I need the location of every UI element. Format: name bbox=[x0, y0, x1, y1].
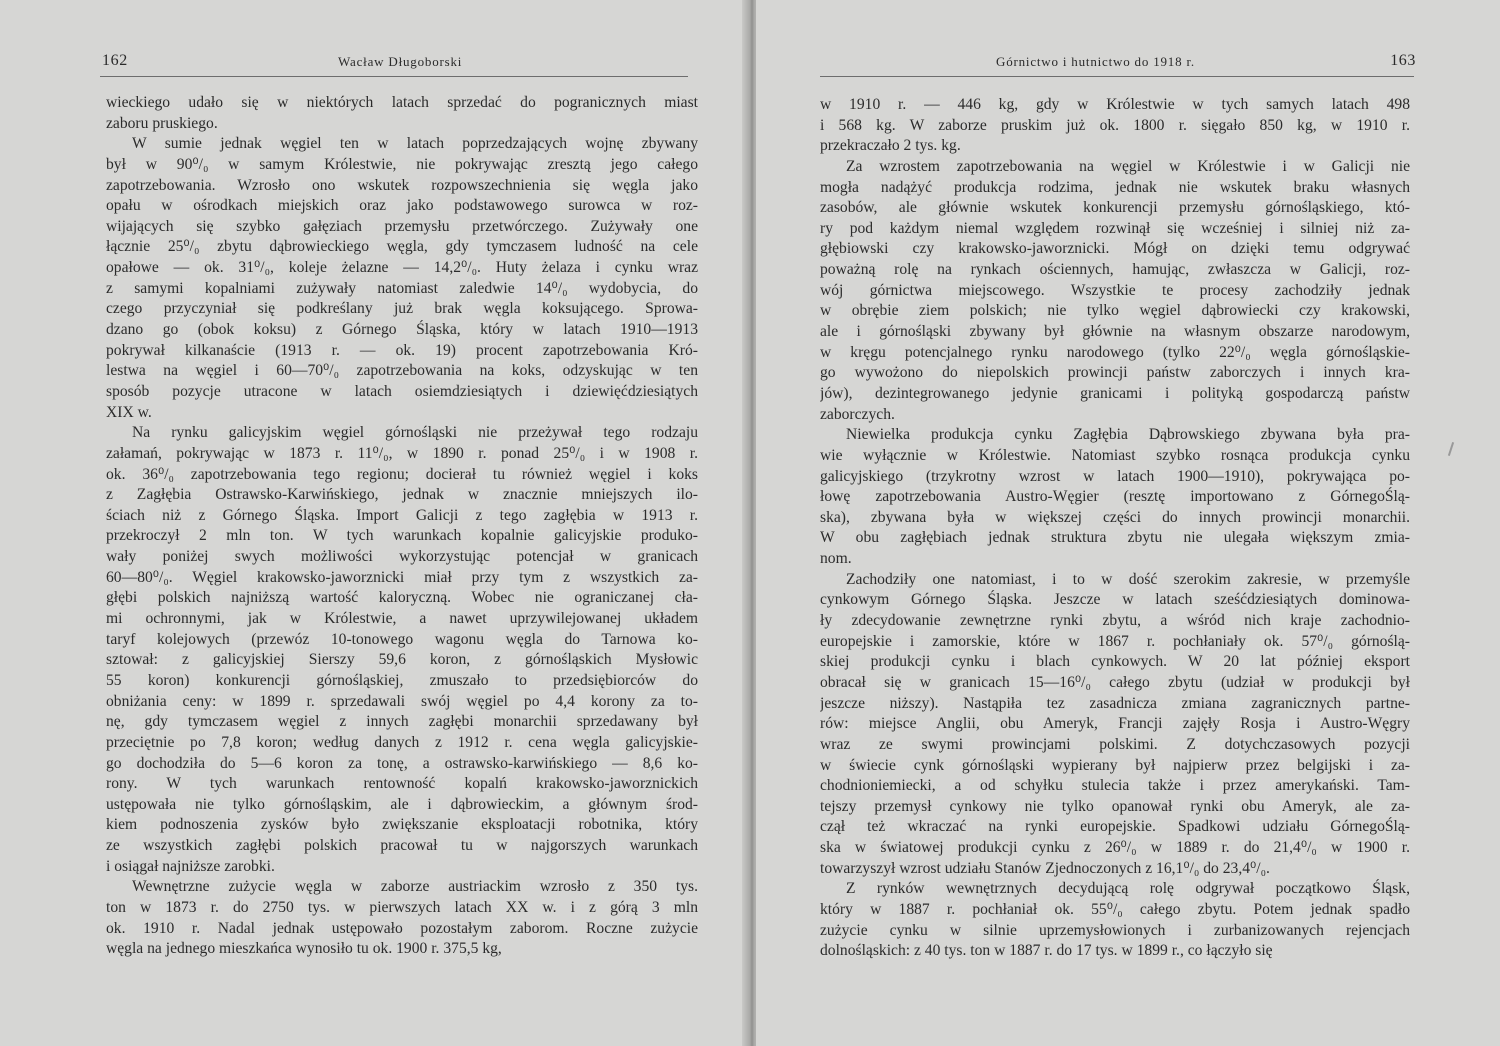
text-line: ły zdecydowanie zewnętrzne rynki zbytu, a wśród nich kraje zachodnio- bbox=[820, 612, 1410, 630]
text-line: 60—80⁰/₀. Węgiel krakowsko-jaworznicki miał przy tym z wszystkich za- bbox=[106, 568, 698, 586]
text-line: tejszy przemysł cynkowy nie tylko opanował rynki obu Ameryk, ale za- bbox=[820, 797, 1410, 815]
text-line: który w 1887 r. pochłaniał ok. 55⁰/₀ całego zbytu. Potem jednak spadło bbox=[820, 900, 1410, 918]
text-line: Zachodziły one natomiast, i to w dość szerokim zakresie, w przemyśle bbox=[846, 570, 1410, 588]
text-line: galicyjskiego (trzykrotny wzrost w latach 1900—1910), pokrywająca po- bbox=[820, 467, 1410, 485]
text-line: taryf kolejowych (przewóz 10-tonowego wagonu węgla do Tarnowa ko- bbox=[106, 630, 698, 648]
text-line: europejskie i zamorskie, które w 1867 r. pochłaniały ok. 57⁰/₀ górnoślą- bbox=[820, 632, 1410, 650]
text-line: Na rynku galicyjskim węgiel górnośląski nie przeżywał tego rodzaju bbox=[132, 424, 698, 442]
text-line: wie wyłącznie w Królestwie. Natomiast szybko rosnąca produkcja cynku bbox=[820, 446, 1410, 464]
right-header-rule bbox=[820, 76, 1414, 77]
text-line: jeszcze niższy). Nastąpiła tez zasadnicza zmiana zagranicznych partne- bbox=[820, 694, 1410, 712]
text-line: wijających się szybko gałęziach przemysłu przetwórczego. Zużywały one bbox=[106, 217, 698, 235]
text-line: w 1910 r. — 446 kg, gdy w Królestwie w tych samych latach 498 bbox=[820, 96, 1410, 113]
text-line: w kręgu potencjalnego rynku narodowego (tylko 22⁰/₀ węgla górnośląskie- bbox=[820, 343, 1410, 361]
text-line: Z rynków wewnętrznych decydującą rolę odgrywał początkowo Śląsk, bbox=[846, 880, 1410, 898]
text-line: ściach niż z Górnego Śląska. Import Galicji z tego zagłębia w 1913 r. bbox=[106, 506, 698, 524]
margin-pencil-mark bbox=[1448, 442, 1454, 456]
text-line: i 568 kg. W zaborze pruskim już ok. 1800 r. sięgało 850 kg, w 1910 r. bbox=[820, 116, 1410, 134]
text-line: nom. bbox=[820, 550, 852, 568]
text-line: łowę zapotrzebowania Austro-Węgier (resztę importowano z GórnegoŚlą- bbox=[820, 488, 1410, 506]
left-page-text bbox=[106, 93, 698, 960]
left-page bbox=[0, 0, 748, 1046]
text-line: opału w ośrodkach miejskich oraz jako podstawowego surowca w roz- bbox=[106, 197, 698, 215]
text-line: go dochodziła do 5—6 koron za tonę, a ostrawsko-karwińskiego — 8,6 ko- bbox=[106, 754, 698, 772]
left-header-rule bbox=[100, 76, 688, 77]
text-line: go wywożono do niepolskich prowincji państw zaborczych i innych kra- bbox=[820, 364, 1410, 382]
text-line: zasobów, ale głównie wskutek konkurencji przemysłu górnośląskiego, któ- bbox=[820, 199, 1410, 217]
text-line: obniżania ceny: w 1899 r. sprzedawali swój węgiel po 4,4 korony za to- bbox=[106, 692, 698, 710]
text-line: ze wszystkich zagłębi polskich pracował tu w najgorszych warunkach bbox=[106, 837, 698, 855]
text-line: z samymi kopalniami zużywały natomiast zaledwie 14⁰/₀ wydobycia, do bbox=[106, 279, 698, 297]
text-line: lestwa na węgiel i 60—70⁰/₀ zapotrzebowania na koks, odzyskując w ten bbox=[106, 362, 698, 380]
text-line: rów: miejsce Anglii, obu Ameryk, Francji zajęły Rosja i Austro-Węgry bbox=[820, 715, 1410, 733]
text-line: Za wzrostem zapotrzebowania na węgiel w Królestwie i w Galicji nie bbox=[846, 157, 1410, 175]
text-line: rony. W tych warunkach rentowność kopalń krakowsko-jaworznickich bbox=[106, 775, 698, 793]
text-line: wraz ze swymi prowincjami polskimi. Z dotychczasowych pozycji bbox=[820, 735, 1410, 753]
text-line: zapotrzebowania. Wzrosło ono wskutek rozpowszechnienia się węgla jako bbox=[106, 176, 698, 194]
text-line: dzano go (obok koksu) z Górnego Śląska, który w latach 1910—1913 bbox=[106, 321, 698, 339]
text-line: Niewielka produkcja cynku Zagłębia Dąbrowskiego zbywana była pra- bbox=[846, 426, 1410, 444]
text-line: kiem podnoszenia zysków było zwiększanie eksploatacji robotnika, który bbox=[106, 816, 698, 834]
text-line: ry pod każdym niemal względem rozwinął się wcześniej i silniej niż za- bbox=[820, 219, 1410, 237]
right-page-header bbox=[796, 52, 1416, 74]
text-line: czego przyczyniał się podkreślany już brak węgla koksującego. Sprowa- bbox=[106, 300, 698, 318]
text-line: XIX w. bbox=[106, 403, 152, 421]
text-line: Wewnętrzne zużycie węgla w zaborze austriackim wzrosło z 350 tys. bbox=[132, 878, 698, 896]
text-line: czął też wkraczać na rynki europejskie. Spadkowi udziału GórnegoŚlą- bbox=[820, 818, 1410, 836]
text-line: poważną rolę na rynkach ościennych, hamując, zwłaszcza w Galicji, roz- bbox=[820, 261, 1410, 279]
right-page-text bbox=[820, 95, 1410, 962]
text-line: ale i górnośląski zbywany był głównie na własnym obszarze narodowym, bbox=[820, 323, 1410, 341]
text-line: zużycie cynku w silnie uprzemysłowionych i zurbanizowanych rejencjach bbox=[820, 921, 1410, 939]
right-running-head: Górnictwo i hutnictwo do 1918 r. bbox=[996, 54, 1195, 69]
text-line: wieckiego udało się w niektórych latach sprzedać do pogranicznych miast bbox=[106, 94, 698, 111]
text-line: głębiowski czy krakowsko-jaworznicki. Mógł on dzięki temu odgrywać bbox=[820, 240, 1410, 258]
text-line: jów), dezintegrowanego jedynie granicami i polityką gospodarczą państw bbox=[820, 384, 1410, 402]
text-line: 55 koron) konkurencji górnośląskiej, zmuszało to przedsiębiorców do bbox=[106, 671, 698, 689]
right-page bbox=[756, 0, 1500, 1046]
right-page-number: 163 bbox=[1390, 52, 1416, 69]
text-line: zaborczych. bbox=[820, 405, 895, 423]
text-line: obracał się w granicach 15—16⁰/₀ całego zbytu (udział w produkcji był bbox=[820, 673, 1410, 691]
text-line: W sumie jednak węgiel ten w latach poprzedzających wojnę zbywany bbox=[132, 135, 698, 153]
text-line: przekraczało 2 tys. kg. bbox=[820, 137, 961, 155]
text-line: przekroczył 2 mln ton. W tych warunkach kopalnie galicyjskie produko- bbox=[106, 527, 698, 545]
text-line: ton w 1873 r. do 2750 tys. w pierwszych latach XX w. i z górą 3 mln bbox=[106, 898, 698, 916]
left-page-header bbox=[100, 52, 700, 74]
text-line: nę, gdy tymczasem węgiel z innych zagłębi monarchii sprzedawany był bbox=[106, 713, 698, 731]
text-line: ok. 36⁰/₀ zapotrzebowania tego regionu; docierał tu również węgiel i koks bbox=[106, 465, 698, 483]
text-line: sztował: z galicyjskiej Sierszy 59,6 koron, z górnośląskich Mysłowic bbox=[106, 651, 698, 669]
text-line: ustępowała nie tylko górnośląskim, ale i dąbrowieckim, a głównym środ- bbox=[106, 795, 698, 813]
text-line: węgla na jednego mieszkańca wynosiło tu ok. 1900 r. 375,5 kg, bbox=[106, 940, 502, 958]
text-line: chodnioniemiecki, a od schyłku stulecia także i przez amerykański. Tam- bbox=[820, 777, 1410, 795]
text-line: wój górnictwa miejscowego. Wszystkie te procesy zachodziły jednak bbox=[820, 281, 1410, 299]
text-line: dolnośląskich: z 40 tys. ton w 1887 r. do 17 tys. w 1899 r., co łączyło się bbox=[820, 942, 1273, 960]
text-line: pokrywał kilkanaście (1913 r. — ok. 19) procent zapotrzebowania Kró- bbox=[106, 341, 698, 359]
text-line: głębi polskich najniższą wartość kaloryczną. Wobec nie ograniczanej cła- bbox=[106, 589, 698, 607]
text-line: załamań, pokrywając w 1873 r. 11⁰/₀, w 1890 r. ponad 25⁰/₀ i w 1908 r. bbox=[106, 444, 698, 462]
text-line: ska w światowej produkcji cynku z 26⁰/₀ w 1889 r. do 21,4⁰/₀ w 1900 r. bbox=[820, 839, 1410, 857]
text-line: łącznie 25⁰/₀ zbytu dąbrowieckiego węgla, gdy tymczasem ludność na cele bbox=[106, 238, 698, 256]
text-line: w świecie cynk górnośląski wypierany był najpierw przez belgijski i za- bbox=[820, 756, 1410, 774]
text-line: w obrębie ziem polskich; nie tylko węgiel dąbrowiecki czy krakowski, bbox=[820, 302, 1410, 320]
text-line: mi ochronnymi, jak w Królestwie, a nawet uprzywilejowanej układem bbox=[106, 610, 698, 628]
text-line: skiej produkcji cynku i blach cynkowych. W 20 lat później eksport bbox=[820, 653, 1410, 671]
text-line: opałowe — ok. 31⁰/₀, koleje żelazne — 14,2⁰/₀. Huty żelaza i cynku wraz bbox=[106, 259, 698, 277]
text-line: sposób pozycje utracone w latach osiemdziesiątych i dziewięćdziesiątych bbox=[106, 382, 698, 400]
text-line: z Zagłębia Ostrawsko-Karwińskiego, jednak w znacznie mniejszych ilo- bbox=[106, 486, 698, 504]
text-line: ska), zbywana była w większej części do innych prowincji monarchii. bbox=[820, 508, 1410, 526]
text-line: ok. 1910 r. Nadal jednak ustępowało pozostałym zaborom. Roczne zużycie bbox=[106, 919, 698, 937]
text-line: wały poniżej swych możliwości wykorzystując potencjał w granicach bbox=[106, 548, 698, 566]
left-running-head: Wacław Długoborski bbox=[338, 54, 463, 69]
text-line: przeciętnie po 7,8 koron; według danych z 1912 r. cena węgla galicyjskie- bbox=[106, 733, 698, 751]
left-page-number: 162 bbox=[102, 52, 128, 69]
text-line: W obu zagłębiach jednak struktura zbytu nie ulegała większym zmia- bbox=[820, 529, 1410, 547]
text-line: cynkowym Górnego Śląska. Jeszcze w latach sześćdziesiątych dominowa- bbox=[820, 591, 1410, 609]
text-line: i osiągał najniższe zarobki. bbox=[106, 857, 275, 875]
text-line: towarzyszył wzrost udziału Stanów Zjednoczonych z 16,1⁰/₀ do 23,4⁰/₀. bbox=[820, 859, 1270, 877]
text-line: był w 90⁰/₀ w samym Królestwie, nie pokrywając zresztą jego całego bbox=[106, 155, 698, 173]
text-line: zaboru pruskiego. bbox=[106, 114, 218, 132]
text-line: mogła nadążyć produkcja rodzima, jednak nie wskutek braku własnych bbox=[820, 178, 1410, 196]
